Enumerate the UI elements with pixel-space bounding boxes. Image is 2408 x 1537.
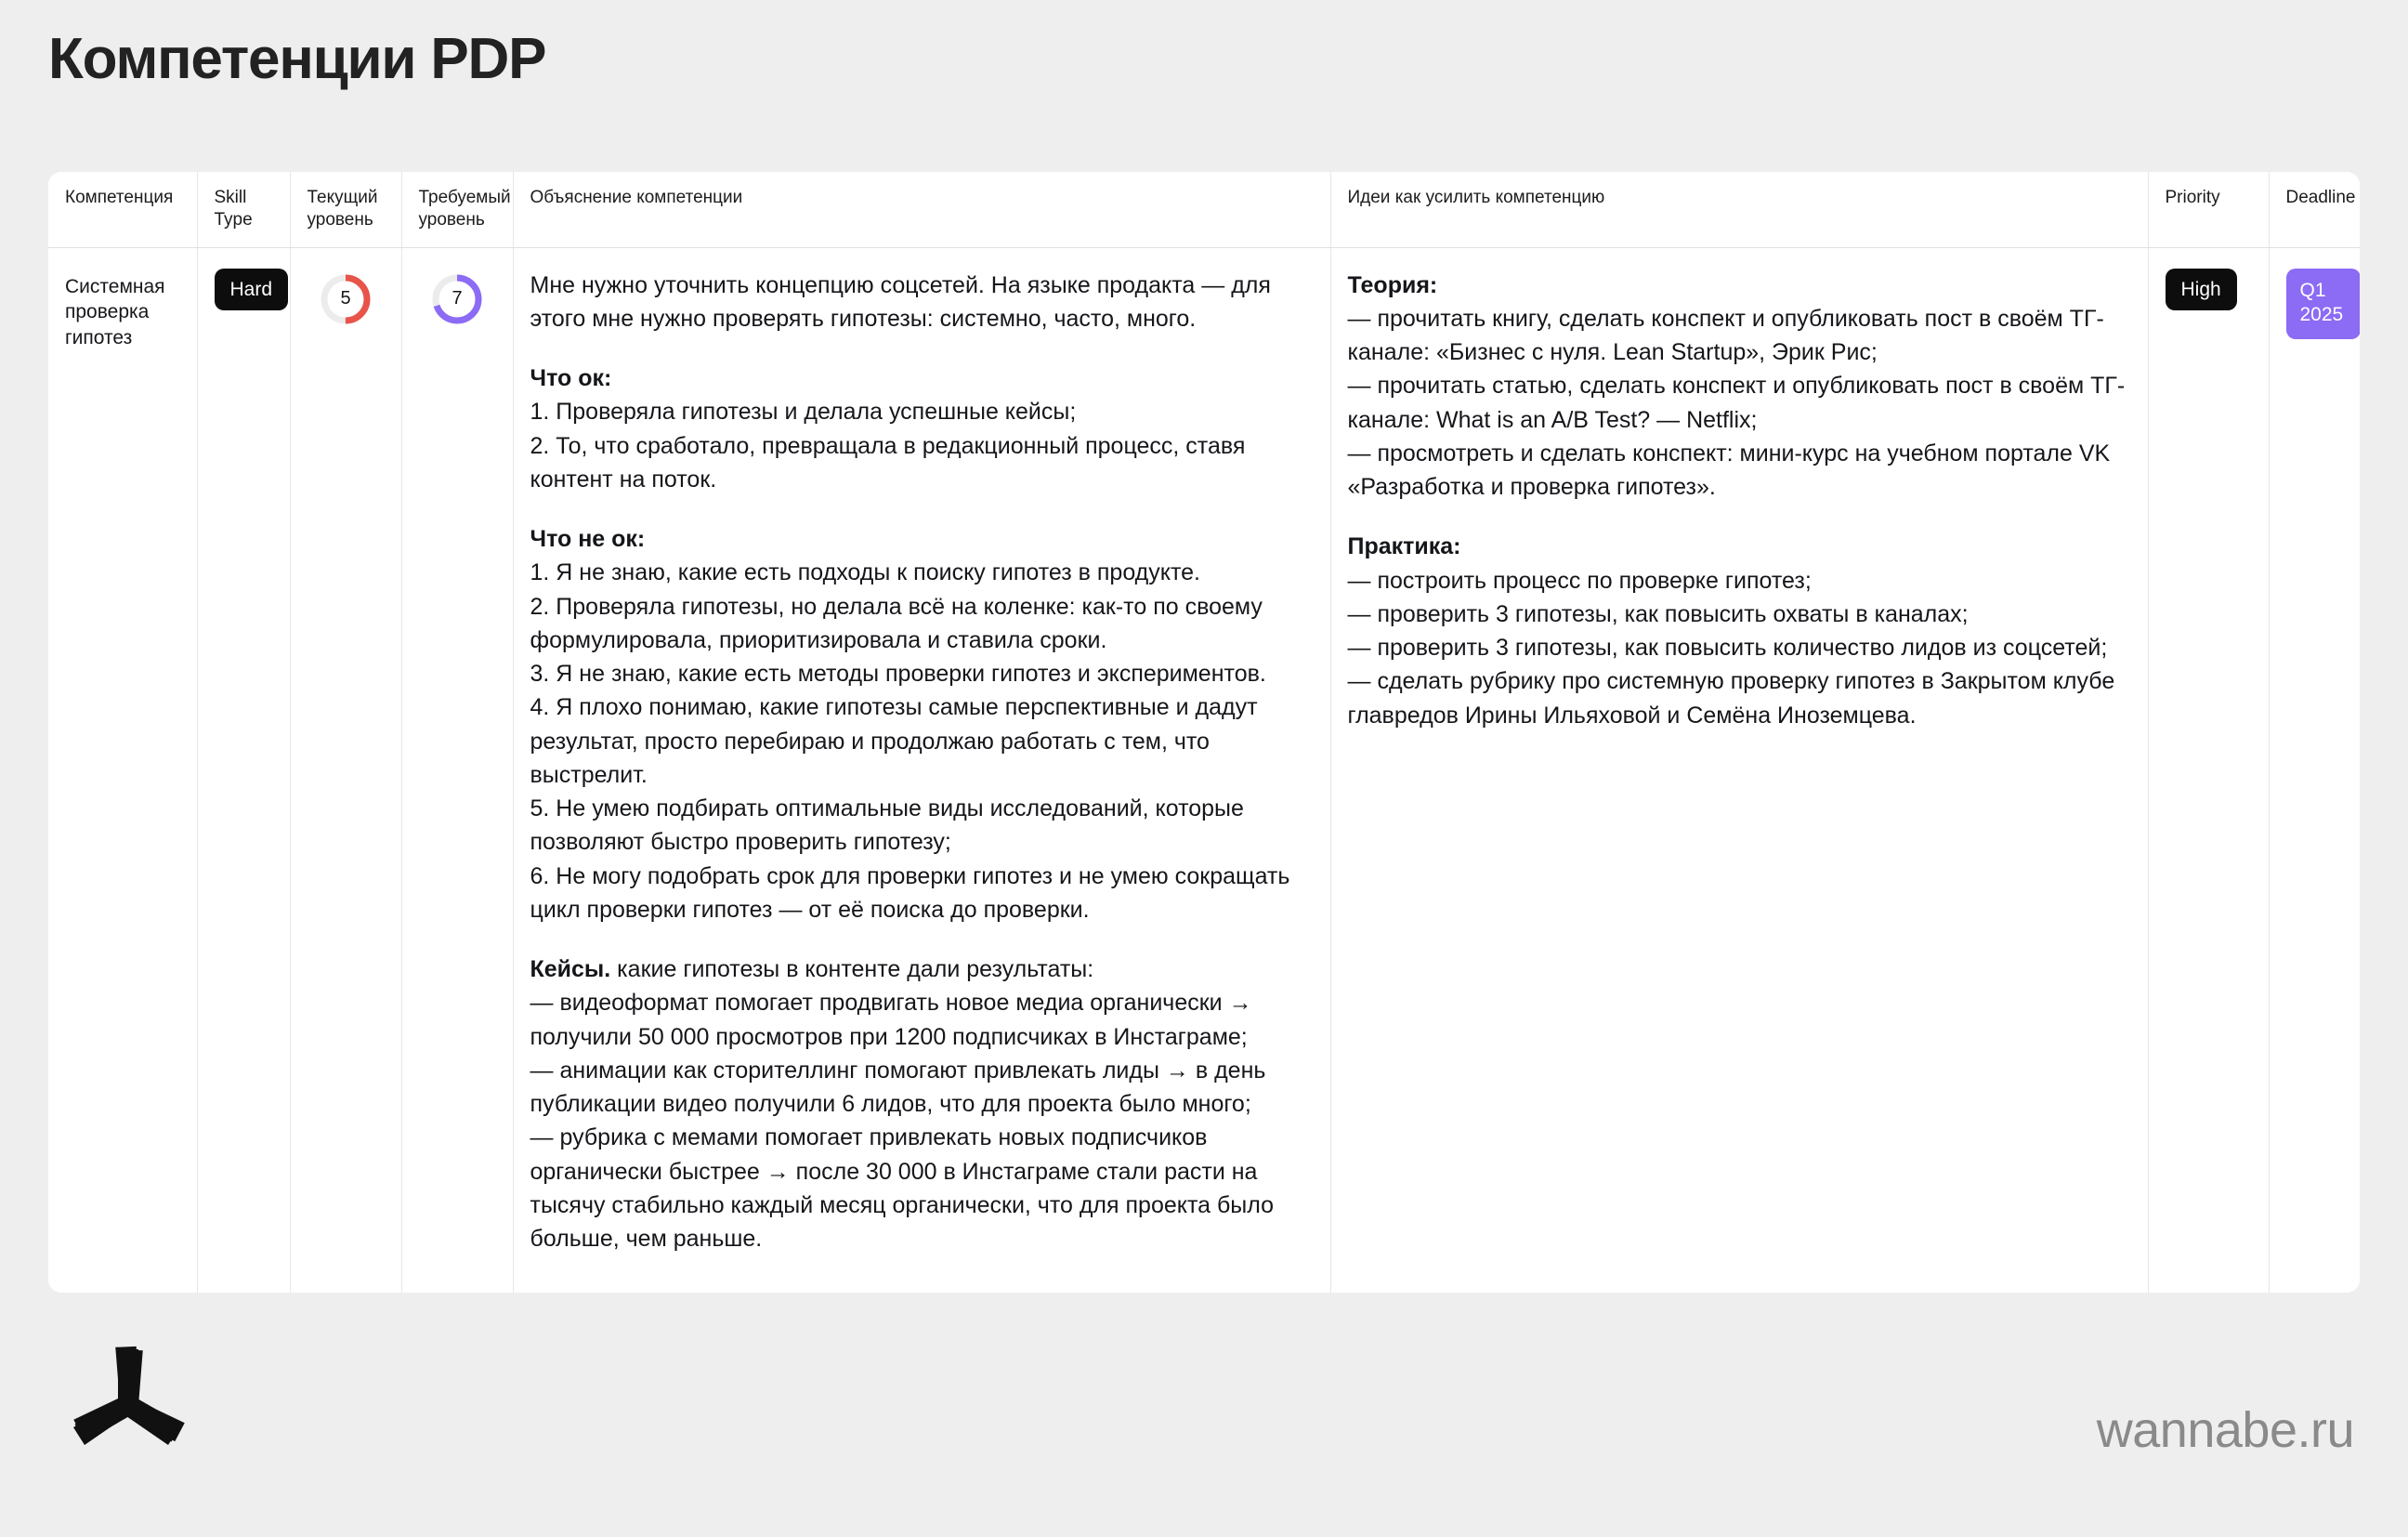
explanation-not-ok-item: 4. Я плохо понимаю, какие гипотезы самые перспективные и дадут результат, просто перебираю и продолжаю работать с тем, что выстрелит.: [530, 694, 1258, 788]
explanation-not-ok-item: 6. Не могу подобрать срок для проверки гипотез и не умею сокращать цикл проверки гипотез — от её поиска до проверки.: [530, 862, 1290, 923]
column-header-deadline: [2269, 172, 2360, 247]
competencies-table: [48, 172, 2360, 1293]
ideas-practice-heading: Практика:: [1347, 533, 1461, 560]
explanation-not-ok-item: 3. Я не знаю, какие есть методы проверки гипотез и экспериментов.: [530, 661, 1266, 688]
cell-priority: [2148, 247, 2269, 1293]
spacer: [530, 496, 1314, 522]
column-header-competency: [48, 172, 197, 247]
deadline-year: 2025: [2299, 303, 2344, 325]
current-level-value: 5: [340, 288, 351, 309]
deadline-badge: [2286, 269, 2361, 340]
column-header-current-level-line1: Текущий: [307, 188, 378, 207]
cell-explanation: [513, 247, 1330, 1293]
column-header-skill-type-label: Skill Type: [214, 188, 253, 230]
required-level-ring: [430, 272, 484, 326]
cell-required-level: [401, 247, 513, 1293]
ideas-practice-item: — проверить 3 гипотезы, как повысить охваты в каналах;: [1347, 600, 1969, 627]
explanation-intro: Мне нужно уточнить концепцию соцсетей. На языке продакта — для этого мне нужно проверять гипотезы: системно, часто, много.: [530, 271, 1271, 332]
cell-deadline: [2269, 247, 2360, 1293]
column-header-ideas-label: Идеи как усилить компетенцию: [1347, 188, 1605, 207]
current-level-ring: [319, 272, 373, 326]
explanation-ok-item: 1. Проверяла гипотезы и делала успешные кейсы;: [530, 399, 1077, 426]
column-header-deadline-label: Deadline: [2285, 188, 2356, 207]
ideas-theory-heading: Теория:: [1347, 271, 1438, 298]
column-header-skill-type: [197, 172, 290, 247]
deadline-quarter: Q1: [2299, 279, 2326, 301]
cell-skill-type: [197, 247, 290, 1293]
page-title: Компетенции PDP: [48, 27, 546, 91]
wannabe-asterisk-logo-graphic: [48, 1329, 208, 1489]
ideas-theory-item: — прочитать статью, сделать конспект и опубликовать пост в своём ТГ-канале: What is an A/B Test? — Netflix;: [1347, 373, 2126, 433]
ideas-practice-item: — сделать рубрику про системную проверку гипотез в Закрытом клубе главредов Ирины Ильяховой и Семёна Иноземцева.: [1347, 668, 2115, 729]
explanation-case-item: — видеоформат помогает продвигать новое медиа органически → получили 50 000 просмотров при 1200 подписчиках в Инстаграме;: [530, 990, 1252, 1050]
explanation-cases-lead: какие гипотезы в контенте дали результаты:: [610, 956, 1094, 983]
explanation-case-item: — рубрика с мемами помогает привлекать новых подписчиков органически быстрее → после 30 000 в Инстаграме стали расти на тысячу стабильно каждый месяц органически, что для проекта было больше, чем раньше.: [530, 1124, 1275, 1253]
explanation-cases-heading: Кейсы.: [530, 956, 611, 983]
site-watermark: wannabe.ru: [2096, 1402, 2354, 1458]
column-header-current-level: [290, 172, 401, 247]
table-header: [48, 172, 2360, 247]
competencies-table-container: [48, 172, 2360, 1293]
required-level-value: 7: [452, 288, 463, 309]
wannabe-asterisk-logo-icon: [48, 1329, 208, 1489]
table-body: [48, 247, 2360, 1293]
spacer: [530, 926, 1314, 952]
explanation-not-ok-item: 5. Не умею подбирать оптимальные виды исследований, которые позволяют быстро проверить гипотезу;: [530, 795, 1244, 856]
column-header-priority: [2148, 172, 2269, 247]
spacer: [530, 335, 1314, 361]
spacer: [1348, 504, 2131, 530]
priority-badge: High: [2166, 269, 2237, 310]
column-header-priority-label: Priority: [2165, 188, 2220, 207]
column-header-required-level-line1: Требуемый: [418, 188, 511, 207]
ideas-theory-item: — прочитать книгу, сделать конспект и опубликовать пост в своём ТГ-канале: «Бизнес с нуля. Lean Startup», Эрик Рис;: [1347, 305, 2104, 366]
ideas-practice-item: — проверить 3 гипотезы, как повысить количество лидов из соцсетей;: [1347, 635, 2108, 662]
cell-competency: [48, 247, 197, 1293]
column-header-ideas: [1330, 172, 2148, 247]
explanation-not-ok-item: 1. Я не знаю, какие есть подходы к поиску гипотез в продукте.: [530, 559, 1200, 586]
competency-name: Системная проверка гипотез: [65, 275, 165, 349]
explanation-not-ok-heading: Что не ок:: [530, 526, 646, 553]
column-header-current-level-line2: уровень: [307, 210, 373, 230]
explanation-ok-item: 2. То, что сработало, превращала в редакционный процесс, ставя контент на поток.: [530, 432, 1246, 493]
ideas-content: [1348, 269, 2131, 732]
column-header-explanation-label: Объяснение компетенции: [530, 188, 743, 207]
cell-ideas: [1330, 247, 2148, 1293]
column-header-required-level-line2: уровень: [418, 210, 485, 230]
cell-current-level: [290, 247, 401, 1293]
column-header-competency-label: Компетенция: [65, 188, 174, 207]
skill-type-badge: Hard: [215, 269, 289, 310]
column-header-explanation: [513, 172, 1330, 247]
explanation-content: [530, 269, 1314, 1256]
table-row: [48, 247, 2360, 1293]
explanation-not-ok-item: 2. Проверяла гипотезы, но делала всё на коленке: как-то по своему формулировала, приоритизировала и ставила сроки.: [530, 593, 1263, 653]
explanation-ok-heading: Что ок:: [530, 365, 612, 392]
column-header-required-level: [401, 172, 513, 247]
table-header-row: [48, 172, 2360, 247]
explanation-case-item: — анимации как сторителлинг помогают привлекать лиды → в день публикации видео получили 6 лидов, что для проекта было много;: [530, 1057, 1266, 1118]
ideas-theory-item: — просмотреть и сделать конспект: мини-курс на учебном портале VK «Разработка и проверка гипотез».: [1347, 440, 2111, 501]
ideas-practice-item: — построить процесс по проверке гипотез;: [1347, 567, 1812, 594]
